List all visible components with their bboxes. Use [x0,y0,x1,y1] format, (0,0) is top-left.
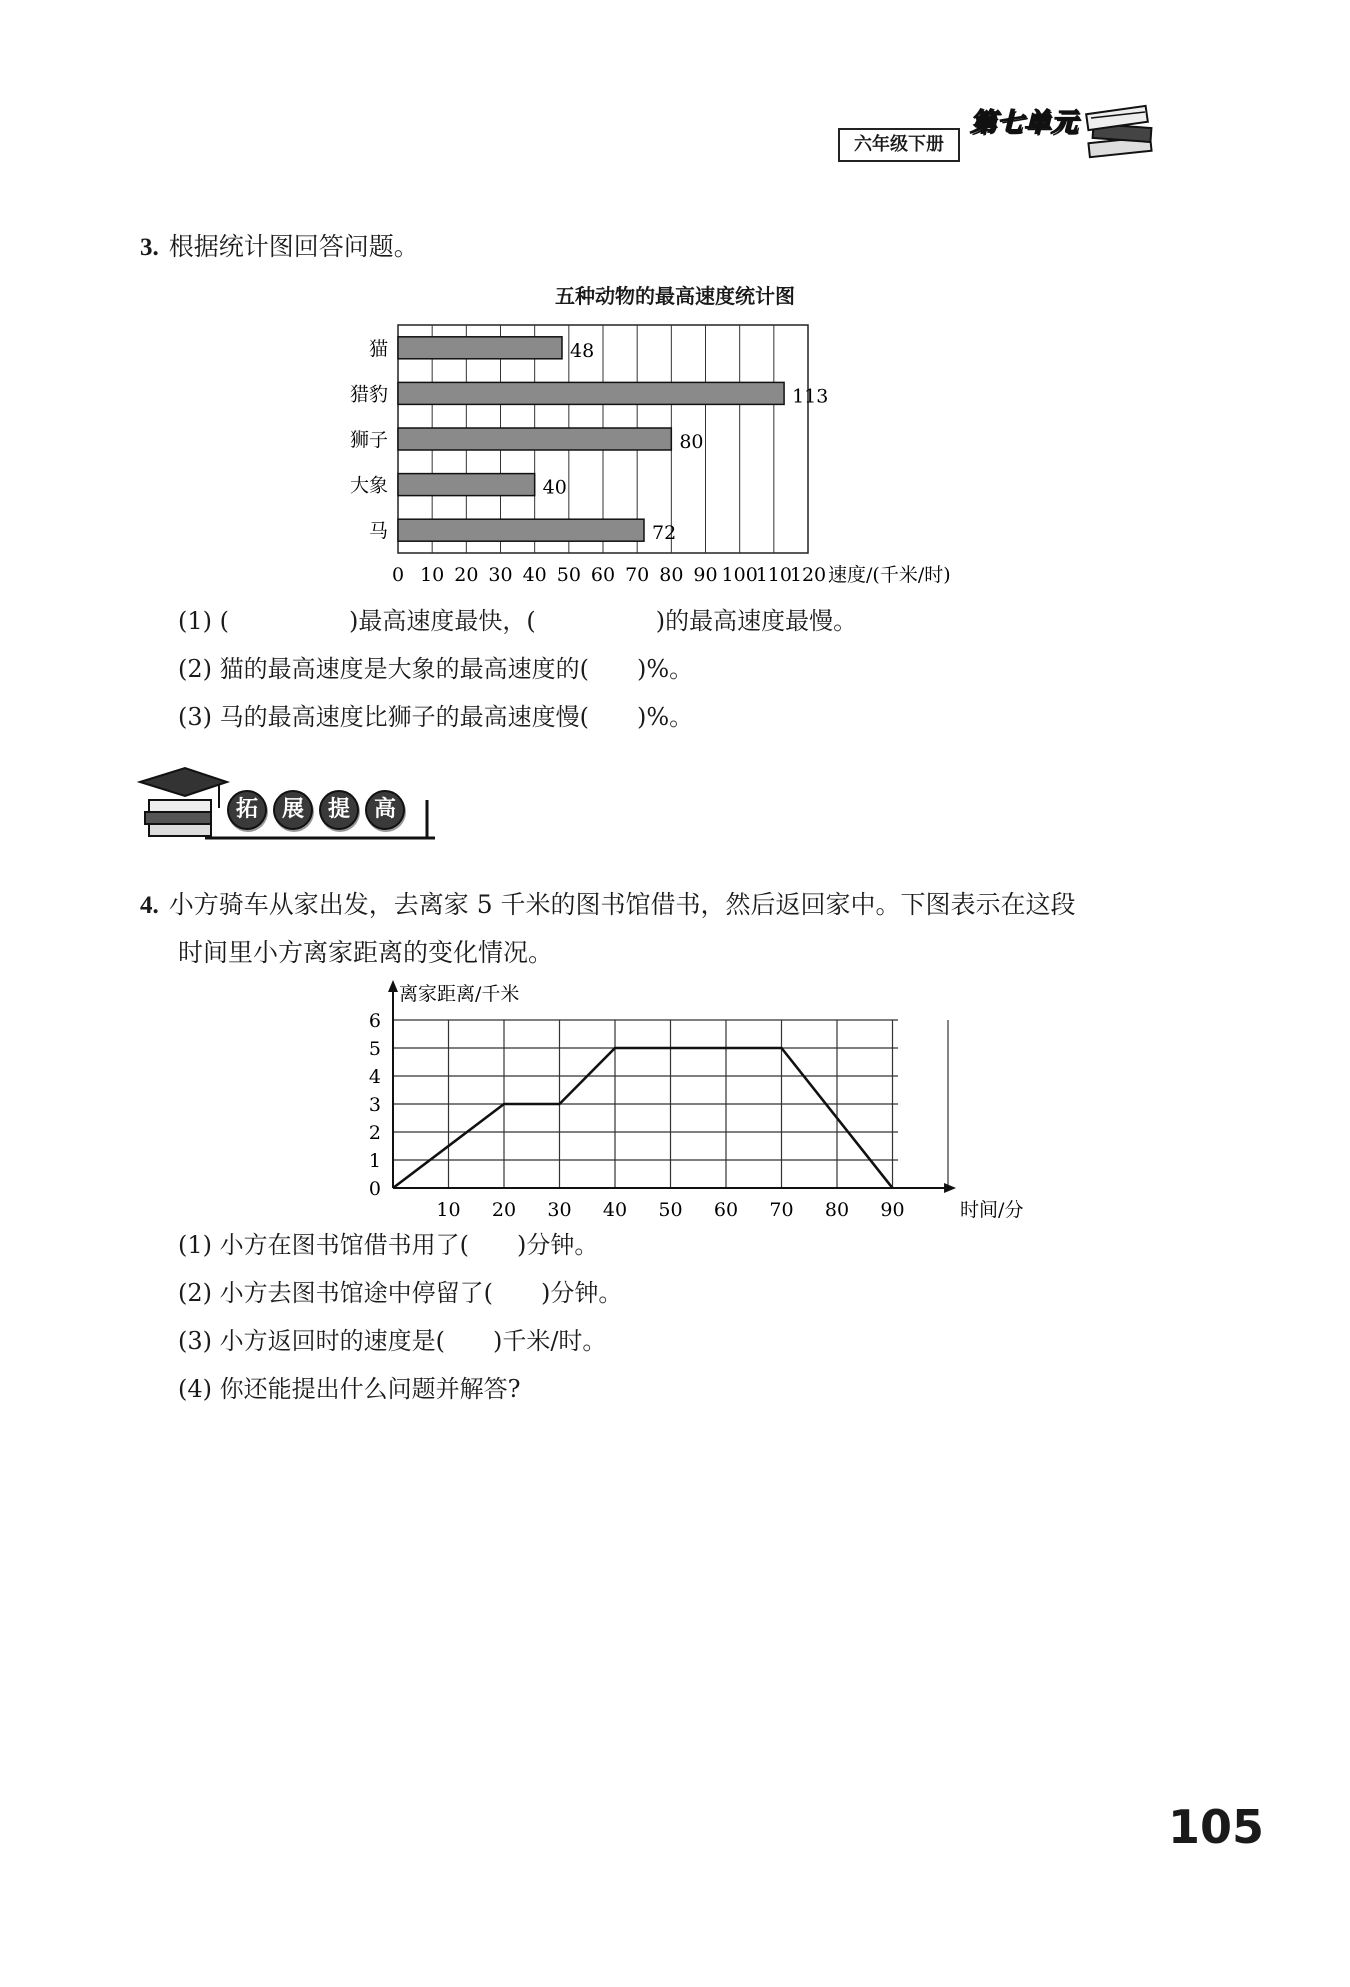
x-tick-label: 100 [721,564,758,586]
question-text: 根据统计图回答问题。 [168,232,419,261]
x-tick-label: 60 [713,1199,739,1221]
bar [398,382,784,404]
x-tick-label: 20 [454,564,479,586]
x-tick-label: 0 [391,564,405,586]
x-axis-label: 时间/分 [960,1199,1024,1221]
x-tick-label: 80 [659,564,684,586]
y-tick-label: 2 [368,1122,381,1144]
line-chart [355,978,1024,1221]
bar-chart [330,315,1010,595]
page-number: 105 [1167,1800,1264,1854]
question-4-prompt-line-2: 时间里小方离家距离的变化情况。 [178,938,554,967]
y-tick-label: 3 [368,1094,381,1116]
x-tick-label: 10 [436,1199,461,1221]
x-tick-label: 110 [755,564,792,586]
bar [398,474,535,496]
y-tick-label: 1 [368,1150,381,1172]
x-axis-label: 速度/(千米/时) [828,564,951,586]
x-tick-label: 20 [491,1199,517,1221]
value-label: 113 [792,385,829,408]
value-label: 72 [652,522,677,545]
question-number: 3. [140,234,159,261]
question-3-prompt [140,230,419,265]
bar [398,428,671,450]
grade-label: 六年级下册 [838,128,960,162]
question-4-sub-3: (3) 小方返回时的速度是( )千米/时。 [178,1327,607,1355]
y-tick-label: 4 [368,1066,381,1088]
category-label: 马 [368,520,388,543]
value-label: 80 [679,431,704,453]
y-tick-label: 6 [368,1010,381,1032]
question-4-sub-4: (4) 你还能提出什么问题并解答? [178,1375,521,1403]
question-3-sub-2: (2) 猫的最高速度是大象的最高速度的( )%。 [178,655,694,683]
y-tick-label: 5 [368,1038,381,1060]
value-label: 48 [570,339,595,362]
category-label: 狮子 [349,429,388,451]
x-tick-label: 80 [824,1199,850,1221]
question-4-sub-2: (2) 小方去图书馆途中停留了( )分钟。 [178,1279,623,1307]
question-number: 4. [140,892,159,919]
x-tick-label: 40 [602,1199,628,1221]
x-tick-label: 120 [789,564,827,586]
x-tick-label: 90 [880,1199,905,1221]
x-tick-label: 30 [488,564,513,586]
question-text-line-1: 小方骑车从家出发，去离家 5 千米的图书馆借书，然后返回家中。下图表示在这段 [168,890,1076,919]
x-axis-arrow [944,1183,956,1193]
y-tick-label: 0 [368,1178,381,1200]
question-4-sub-1: (1) 小方在图书馆借书用了( )分钟。 [178,1231,599,1259]
category-label: 猫 [368,337,388,360]
category-label: 猎豹 [349,383,388,406]
x-tick-label: 50 [556,564,581,586]
banner-char-4: 高 [365,790,405,830]
x-tick-label: 50 [658,1199,683,1221]
x-tick-label: 60 [590,564,616,586]
books-icon [1085,102,1157,164]
distance-series-line [393,1048,893,1188]
chart-title: 五种动物的最高速度统计图 [555,284,795,308]
y-axis-arrow [388,980,398,992]
unit-title: 第七单元 [970,108,1079,138]
banner-char-2: 展 [273,790,313,830]
banner-char-1: 拓 [227,790,267,830]
question-4-prompt [140,888,1076,923]
x-tick-label: 90 [693,564,718,586]
question-3-sub-1: (1) ( )最高速度最快，( )的最高速度最慢。 [178,607,858,635]
value-label: 40 [542,476,567,499]
category-label: 大象 [349,474,388,497]
bar [398,337,562,359]
y-axis-label: 离家距离/千米 [399,983,520,1005]
x-tick-label: 70 [625,564,650,586]
unit-header-badge [830,98,1160,170]
bar [398,519,644,541]
question-3-sub-3: (3) 马的最高速度比狮子的最高速度慢( )%。 [178,703,694,731]
x-tick-label: 40 [522,564,547,586]
section-banner [135,760,435,850]
x-tick-label: 70 [769,1199,794,1221]
x-tick-label: 30 [547,1199,572,1221]
x-tick-label: 10 [420,564,445,586]
banner-char-3: 提 [319,790,359,830]
